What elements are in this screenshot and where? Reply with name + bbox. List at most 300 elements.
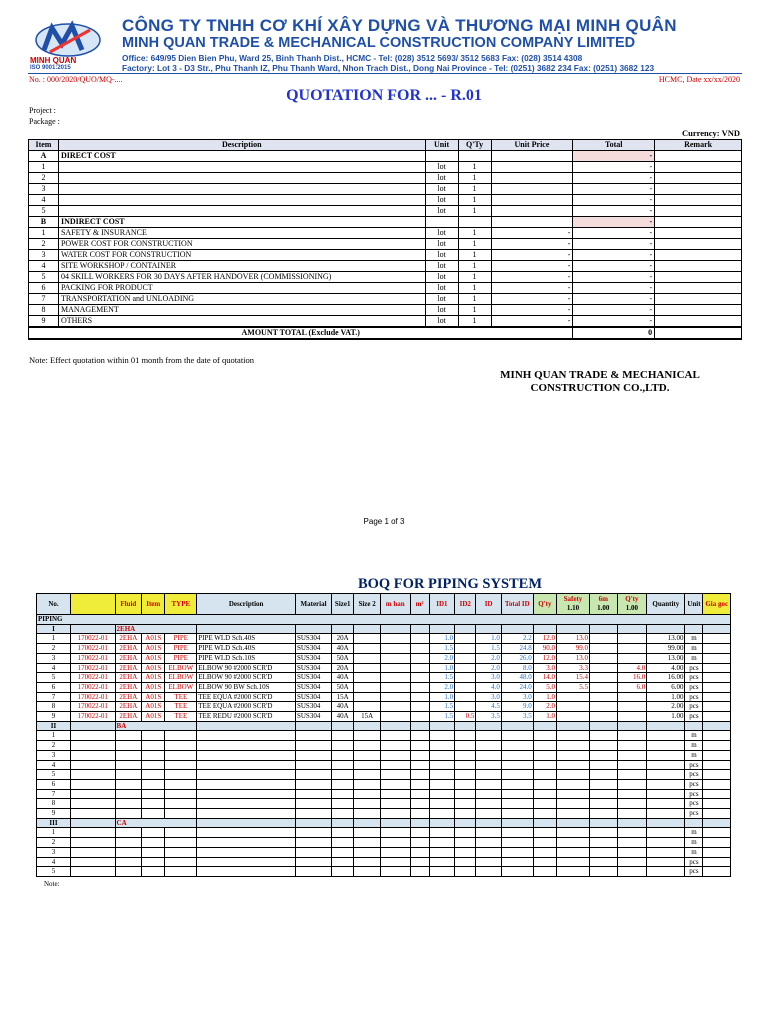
boq-cell-fluid	[115, 838, 142, 848]
boq-cell-id: 3.0	[476, 692, 501, 702]
signature-line-2: CONSTRUCTION CO.,LTD.	[530, 382, 670, 394]
boq-cell-qty: 1.0	[533, 692, 556, 702]
boq-cell-gia	[703, 779, 731, 789]
line-item: 5	[29, 206, 59, 217]
boq-cell-han	[380, 779, 410, 789]
boq-cell-id	[476, 731, 501, 741]
boq-cell-id1	[429, 799, 454, 809]
boq-cell-q2	[617, 741, 647, 751]
boq-cell-s2	[354, 750, 381, 760]
boq-cell-saf: 5.5	[557, 682, 590, 692]
quotation-header-row	[29, 140, 742, 151]
boq-cell-quantity	[647, 799, 685, 809]
boq-cell-han	[380, 731, 410, 741]
boq-cell-quantity	[647, 838, 685, 848]
boq-section-cell	[354, 818, 381, 828]
boq-section-cell	[589, 818, 617, 828]
boq-section-cell	[685, 624, 703, 634]
boq-cell-q2	[617, 789, 647, 799]
line-total: -	[573, 184, 655, 195]
boq-cell-type	[165, 779, 197, 789]
boq-cell-quantity: 13.00	[647, 653, 685, 663]
boq-cell-no: 1	[37, 731, 71, 741]
line-total: -	[573, 173, 655, 184]
boq-cell-fluid	[115, 779, 142, 789]
boq-cell-id	[476, 770, 501, 780]
boq-section-cell	[617, 624, 647, 634]
boq-cell-q2	[617, 702, 647, 712]
boq-section-cell	[703, 721, 731, 731]
boq-cell-desc	[197, 857, 296, 867]
section-item: B	[29, 217, 59, 228]
line-unit: lot	[425, 228, 458, 239]
boq-cell-id: 2.0	[476, 653, 501, 663]
line-remark	[655, 206, 742, 217]
boq-cell-no: 5	[37, 770, 71, 780]
boq-col-m2: m²	[410, 594, 429, 615]
section-unit	[425, 151, 458, 162]
line-unit-price	[491, 195, 573, 206]
boq-cell-unit: pcs	[685, 809, 703, 819]
boq-cell-six	[589, 857, 617, 867]
boq-cell-id2	[455, 760, 476, 770]
boq-section-cell	[501, 624, 533, 634]
boq-cell-id	[476, 847, 501, 857]
boq-cell-s1: 40A	[332, 673, 354, 683]
boq-cell-s1	[332, 741, 354, 751]
boq-cell-gia	[703, 867, 731, 877]
boq-cell-m2	[410, 741, 429, 751]
boq-cell-no: 3	[37, 750, 71, 760]
signature-line-1: MINH QUAN TRADE & MECHANICAL	[500, 369, 700, 381]
boq-cell-ref	[70, 770, 115, 780]
boq-cell-tid: 24.0	[501, 682, 533, 692]
boq-cell-gia	[703, 653, 731, 663]
line-unit: lot	[425, 283, 458, 294]
line-description: POWER COST FOR CONSTRUCTION	[58, 239, 425, 250]
boq-cell-saf	[557, 750, 590, 760]
boq-cell-mat	[295, 731, 331, 741]
boq-cell-gia	[703, 644, 731, 654]
boq-cell-item	[142, 847, 165, 857]
boq-cell-ref	[70, 838, 115, 848]
boq-cell-six	[589, 828, 617, 838]
line-remark	[655, 294, 742, 305]
boq-cell-m2	[410, 828, 429, 838]
line-total: -	[573, 261, 655, 272]
boq-cell-qty	[533, 857, 556, 867]
boq-cell-item: A01S	[142, 692, 165, 702]
boq-cell-m2	[410, 867, 429, 877]
boq-cell-six	[589, 750, 617, 760]
boq-cell-q2	[617, 634, 647, 644]
boq-cell-saf	[557, 809, 590, 819]
boq-cell-m2	[410, 779, 429, 789]
section-total: -	[573, 217, 655, 228]
boq-cell-s1: 50A	[332, 653, 354, 663]
boq-cell-no: 4	[37, 760, 71, 770]
boq-piping-row	[37, 615, 731, 625]
boq-col-han: m han	[380, 594, 410, 615]
boq-section-cell	[429, 624, 454, 634]
boq-cell-id2	[455, 867, 476, 877]
boq-cell-han	[380, 828, 410, 838]
line-description: 04 SKILL WORKERS FOR 30 DAYS AFTER HANDOVER (COMMISSIONING)	[58, 272, 425, 283]
boq-section-row	[37, 721, 731, 731]
boq-item-row	[37, 799, 731, 809]
boq-cell-item	[142, 770, 165, 780]
boq-cell-tid: 9.0	[501, 702, 533, 712]
boq-section-no: II	[37, 721, 71, 731]
boq-cell-ref	[70, 760, 115, 770]
line-item: 2	[29, 173, 59, 184]
boq-cell-han	[380, 673, 410, 683]
boq-section-cell	[476, 721, 501, 731]
boq-section-cell	[295, 818, 331, 828]
line-unit: lot	[425, 162, 458, 173]
boq-cell-item: A01S	[142, 663, 165, 673]
boq-cell-id1: 2.0	[429, 653, 454, 663]
boq-cell-q2	[617, 828, 647, 838]
line-unit: lot	[425, 173, 458, 184]
boq-cell-quantity	[647, 741, 685, 751]
boq-cell-ref: 170022-01	[70, 692, 115, 702]
boq-col-quantity: Quantity	[647, 594, 685, 615]
line-item: 5	[29, 272, 59, 283]
boq-cell-no: 2	[37, 838, 71, 848]
boq-cell-quantity	[647, 847, 685, 857]
boq-cell-mat	[295, 770, 331, 780]
line-total: -	[573, 195, 655, 206]
boq-cell-six	[589, 644, 617, 654]
boq-cell-ref: 170022-01	[70, 702, 115, 712]
boq-cell-quantity	[647, 770, 685, 780]
boq-section-cell	[557, 624, 590, 634]
boq-cell-mat: SUS304	[295, 644, 331, 654]
boq-cell-gia	[703, 760, 731, 770]
boq-cell-fluid	[115, 857, 142, 867]
boq-cell-ref: 170022-01	[70, 644, 115, 654]
boq-cell-desc	[197, 731, 296, 741]
line-qty: 1	[458, 162, 491, 173]
currency-label: Currency: VND	[682, 128, 740, 138]
boq-cell-type	[165, 847, 197, 857]
boq-cell-han	[380, 760, 410, 770]
boq-cell-s1: 20A	[332, 663, 354, 673]
boq-cell-item: A01S	[142, 682, 165, 692]
boq-section-cell	[354, 624, 381, 634]
line-total: -	[573, 272, 655, 283]
quotation-line-row	[29, 195, 742, 206]
boq-cell-unit: pcs	[685, 712, 703, 722]
boq-cell-tid	[501, 779, 533, 789]
quotation-line-row	[29, 294, 742, 305]
boq-cell-qty: 90.0	[533, 644, 556, 654]
boq-cell-mat: SUS304	[295, 712, 331, 722]
boq-cell-s2	[354, 682, 381, 692]
boq-cell-mat: SUS304	[295, 634, 331, 644]
boq-cell-ref: 170022-01	[70, 653, 115, 663]
boq-cell-ref: 170022-01	[70, 673, 115, 683]
boq-section-cell	[617, 721, 647, 731]
line-unit: lot	[425, 184, 458, 195]
boq-cell-id1: 1.5	[429, 702, 454, 712]
boq-cell-type: ELBOW	[165, 673, 197, 683]
line-remark	[655, 261, 742, 272]
boq-cell-tid	[501, 760, 533, 770]
boq-cell-id	[476, 789, 501, 799]
boq-section-fluid: CA	[115, 818, 197, 828]
line-description: PACKING FOR PRODUCT	[58, 283, 425, 294]
boq-cell-m2	[410, 789, 429, 799]
boq-cell-fluid: 2EHA	[115, 682, 142, 692]
boq-cell-s2	[354, 867, 381, 877]
col-description: Description	[58, 140, 425, 151]
boq-cell-han	[380, 867, 410, 877]
boq-cell-item	[142, 857, 165, 867]
boq-cell-quantity: 1.00	[647, 692, 685, 702]
boq-cell-m2	[410, 838, 429, 848]
boq-cell-six	[589, 702, 617, 712]
quotation-section-row	[29, 151, 742, 162]
section-price	[491, 217, 573, 228]
boq-cell-six	[589, 692, 617, 702]
boq-cell-m2	[410, 799, 429, 809]
boq-cell-qty: 12.0	[533, 634, 556, 644]
boq-cell-ref: 170022-01	[70, 682, 115, 692]
boq-cell-saf	[557, 867, 590, 877]
boq-cell-s1	[332, 857, 354, 867]
boq-cell-id2	[455, 673, 476, 683]
boq-cell-type	[165, 799, 197, 809]
boq-cell-id2: 0.5	[455, 712, 476, 722]
boq-col-fluid: Fluid	[115, 594, 142, 615]
boq-cell-s1	[332, 789, 354, 799]
boq-cell-id2	[455, 809, 476, 819]
boq-cell-q2	[617, 779, 647, 789]
boq-cell-qty	[533, 789, 556, 799]
boq-cell-han	[380, 644, 410, 654]
boq-cell-unit: pcs	[685, 760, 703, 770]
boq-title: BOQ FOR PIPING SYSTEM	[357, 576, 543, 592]
line-unit-price: -	[491, 316, 573, 328]
boq-item-row	[37, 702, 731, 712]
boq-cell-quantity	[647, 789, 685, 799]
boq-cell-type: PIPE	[165, 644, 197, 654]
boq-section-cell	[703, 818, 731, 828]
line-unit-price	[491, 162, 573, 173]
boq-cell-id2	[455, 789, 476, 799]
boq-cell-id	[476, 809, 501, 819]
boq-item-row	[37, 634, 731, 644]
boq-cell-qty	[533, 731, 556, 741]
boq-cell-quantity	[647, 779, 685, 789]
boq-section-cell	[332, 624, 354, 634]
boq-cell-type	[165, 809, 197, 819]
boq-cell-saf	[557, 702, 590, 712]
boq-cell-han	[380, 799, 410, 809]
boq-cell-type: PIPE	[165, 653, 197, 663]
boq-cell-saf	[557, 760, 590, 770]
boq-note: Note:	[44, 880, 60, 888]
line-description	[58, 206, 425, 217]
line-description	[58, 195, 425, 206]
quotation-line-row	[29, 272, 742, 283]
line-remark	[655, 283, 742, 294]
line-total: -	[573, 283, 655, 294]
boq-cell-q2	[617, 770, 647, 780]
boq-cell-id1: 1.5	[429, 644, 454, 654]
boq-cell-ref	[70, 847, 115, 857]
boq-cell-id1	[429, 750, 454, 760]
boq-cell-fluid: 2EHA	[115, 712, 142, 722]
line-unit-price	[491, 184, 573, 195]
line-unit-price: -	[491, 305, 573, 316]
boq-cell-six	[589, 760, 617, 770]
quotation-line-row	[29, 173, 742, 184]
boq-cell-six	[589, 779, 617, 789]
boq-col-ref	[70, 594, 115, 615]
boq-cell-type: PIPE	[165, 634, 197, 644]
boq-cell-s1	[332, 838, 354, 848]
quotation-line-row	[29, 261, 742, 272]
boq-cell-tid: 2.2	[501, 634, 533, 644]
boq-cell-id: 4.5	[476, 702, 501, 712]
boq-cell-id: 3.0	[476, 673, 501, 683]
col-total: Total	[573, 140, 655, 151]
boq-cell-saf	[557, 712, 590, 722]
boq-cell-qty: 14.0	[533, 673, 556, 683]
boq-cell-id1	[429, 867, 454, 877]
boq-cell-ref	[70, 857, 115, 867]
boq-section-no: I	[37, 624, 71, 634]
boq-cell-fluid: 2EHA	[115, 692, 142, 702]
boq-cell-fluid	[115, 760, 142, 770]
line-total: -	[573, 239, 655, 250]
line-remark	[655, 228, 742, 239]
line-description: TRANSPORTATION and UNLOADING	[58, 294, 425, 305]
boq-cell-fluid	[115, 750, 142, 760]
boq-cell-qty: 1.0	[533, 712, 556, 722]
boq-section-cell	[197, 721, 296, 731]
boq-section-cell	[501, 818, 533, 828]
boq-cell-type	[165, 760, 197, 770]
boq-cell-six	[589, 653, 617, 663]
boq-cell-m2	[410, 692, 429, 702]
boq-cell-s1: 20A	[332, 634, 354, 644]
boq-cell-saf	[557, 779, 590, 789]
boq-cell-gia	[703, 809, 731, 819]
boq-cell-item	[142, 779, 165, 789]
boq-cell-mat	[295, 847, 331, 857]
company-factory-address: Factory: Lot 3 - D3 Str., Phu Thanh IZ, Phu Thanh Ward, Nhon Trach Dist., Dong Nai Province - Tel: (0251) 3682 234 Fax: (0251) 3682 123	[122, 63, 655, 73]
line-total: -	[573, 228, 655, 239]
boq-cell-gia	[703, 673, 731, 683]
boq-cell-saf: 15.4	[557, 673, 590, 683]
boq-section-cell	[533, 818, 556, 828]
boq-cell-m2	[410, 682, 429, 692]
boq-cell-quantity	[647, 760, 685, 770]
line-description	[58, 184, 425, 195]
boq-item-row	[37, 712, 731, 722]
boq-cell-id1: 1.0	[429, 663, 454, 673]
line-qty: 1	[458, 228, 491, 239]
boq-cell-id2	[455, 702, 476, 712]
boq-cell-s2	[354, 799, 381, 809]
boq-cell-fluid	[115, 731, 142, 741]
boq-cell-m2	[410, 750, 429, 760]
quotation-line-row	[29, 206, 742, 217]
boq-section-cell	[380, 624, 410, 634]
boq-cell-gia	[703, 847, 731, 857]
boq-section-cell	[476, 624, 501, 634]
boq-cell-qty	[533, 799, 556, 809]
boq-cell-saf	[557, 857, 590, 867]
boq-cell-fluid	[115, 867, 142, 877]
boq-cell-id	[476, 741, 501, 751]
line-description: SITE WORKSHOP / CONTAINER	[58, 261, 425, 272]
boq-cell-desc: PIPE WLD Sch.10S	[197, 653, 296, 663]
boq-cell-m2	[410, 731, 429, 741]
boq-section-cell	[476, 818, 501, 828]
boq-cell-type	[165, 789, 197, 799]
boq-cell-s1: 40A	[332, 702, 354, 712]
boq-cell-gia	[703, 663, 731, 673]
line-remark	[655, 272, 742, 283]
boq-cell-id1: 1.0	[429, 634, 454, 644]
boq-cell-s2	[354, 789, 381, 799]
quotation-line-row	[29, 250, 742, 261]
boq-cell-han	[380, 838, 410, 848]
boq-cell-desc	[197, 750, 296, 760]
boq-cell-no: 3	[37, 847, 71, 857]
boq-cell-item: A01S	[142, 634, 165, 644]
boq-cell-no: 2	[37, 741, 71, 751]
boq-section-row	[37, 818, 731, 828]
boq-cell-type	[165, 857, 197, 867]
boq-item-row	[37, 682, 731, 692]
boq-cell-q2: 16.0	[617, 673, 647, 683]
boq-cell-item	[142, 867, 165, 877]
package-label: Package :	[29, 117, 60, 126]
boq-6m-factor: 1.00	[597, 604, 610, 612]
boq-cell-unit: pcs	[685, 799, 703, 809]
boq-section-cell	[455, 721, 476, 731]
boq-cell-gia	[703, 692, 731, 702]
boq-piping-label: PIPING	[37, 615, 731, 625]
boq-col-description: Description	[197, 594, 296, 615]
boq-cell-id1	[429, 809, 454, 819]
boq-cell-id2	[455, 692, 476, 702]
boq-cell-type: TEE	[165, 692, 197, 702]
boq-section-fluid: 2EHA	[115, 624, 197, 634]
boq-cell-mat: SUS304	[295, 692, 331, 702]
line-remark	[655, 316, 742, 328]
boq-col-gia: Gia goc	[703, 594, 731, 615]
boq-cell-id1	[429, 779, 454, 789]
boq-cell-s1	[332, 770, 354, 780]
boq-section-blank	[70, 721, 115, 731]
boq-cell-quantity: 99.00	[647, 644, 685, 654]
boq-cell-han	[380, 692, 410, 702]
boq-cell-mat	[295, 857, 331, 867]
boq-col-size1: Size1	[332, 594, 354, 615]
boq-cell-id1	[429, 838, 454, 848]
boq-cell-tid: 24.8	[501, 644, 533, 654]
boq-cell-six	[589, 673, 617, 683]
line-qty: 1	[458, 261, 491, 272]
boq-cell-six	[589, 847, 617, 857]
